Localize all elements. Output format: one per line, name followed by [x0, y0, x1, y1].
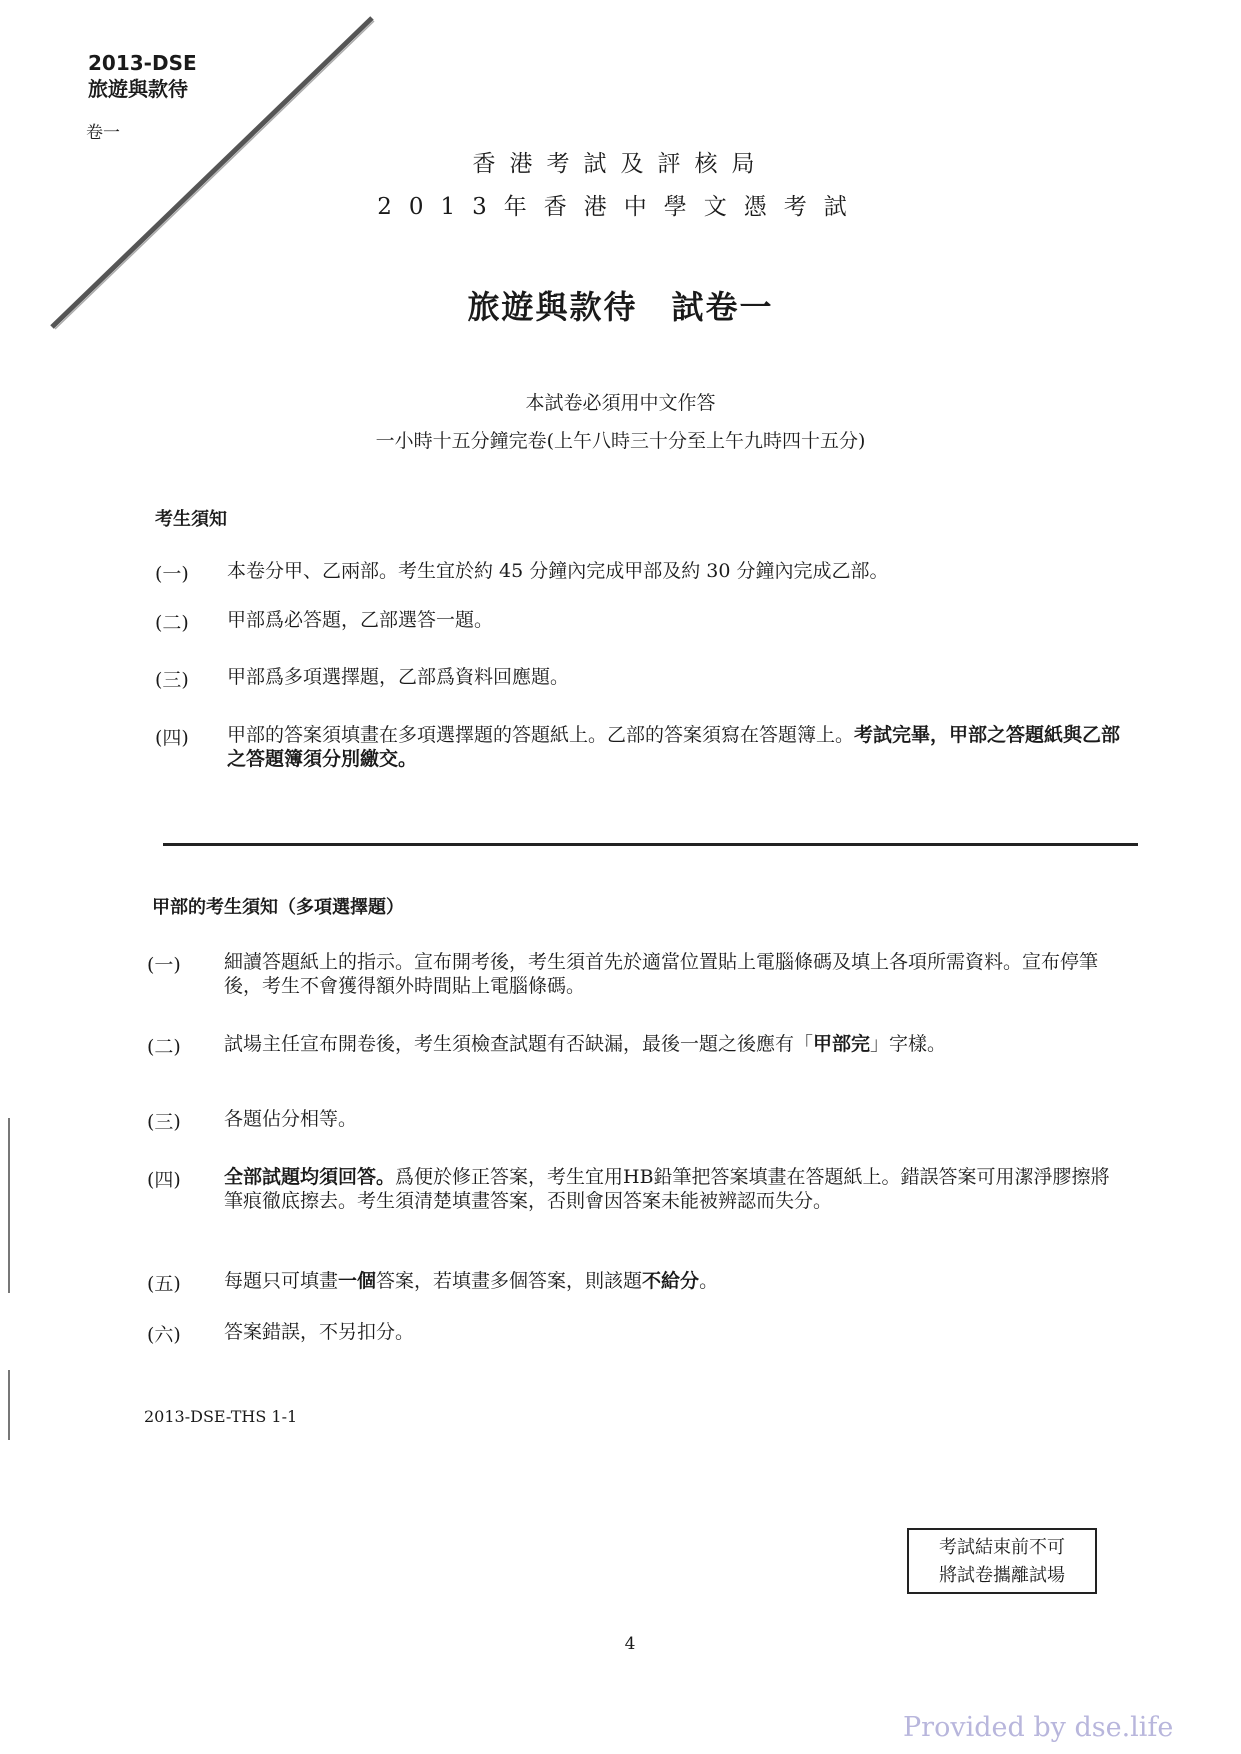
item-text: 。 — [699, 1270, 719, 1292]
item-text: 試場主任宣布開卷後，考生須檢查試題有否缺漏，最後一題之後應有「 — [224, 1033, 814, 1055]
list-item-number: (四) — [147, 1169, 181, 1191]
list-item-number: (六) — [147, 1324, 181, 1346]
paper-title: 旅遊與款待 試卷一 — [467, 288, 774, 326]
item-text-bold: 全部試題均須回答。 — [224, 1166, 396, 1188]
time-note: 一小時十五分鐘完卷(上午八時三十分至上午九時四十五分) — [375, 430, 866, 452]
section-divider — [163, 843, 1138, 846]
list-item-number: (四) — [155, 727, 189, 749]
item-text: 答案，若填畫多個答案，則該題 — [376, 1270, 643, 1292]
list-item: 本卷分甲、乙兩部。考生宜於約 45 分鐘內完成甲部及約 30 分鐘內完成乙部。 — [227, 560, 889, 582]
corner-exam-code: 2013-DSE — [88, 51, 197, 75]
list-item: 答案錯誤，不另扣分。 — [224, 1321, 415, 1343]
notice-box — [907, 1528, 1097, 1594]
list-item-number: (三) — [155, 669, 189, 691]
corner-subject: 旅遊與款待 — [88, 77, 188, 101]
item-text-bold: 不給分 — [642, 1270, 700, 1292]
section-a-heading: 甲部的考生須知（多項選擇題） — [152, 897, 404, 918]
notice-line: 考試結束前不可 — [939, 1537, 1065, 1558]
list-item — [224, 1032, 1124, 1056]
page-number: 4 — [624, 1634, 636, 1654]
scan-edge-mark — [8, 1370, 10, 1440]
watermark: Provided by dse.life — [903, 1712, 1174, 1743]
list-item — [227, 723, 1127, 771]
exam-name: 2013年香港中學文憑考試 — [377, 194, 864, 220]
item-text-bold: 甲部完 — [813, 1033, 871, 1055]
instructions-heading: 考生須知 — [155, 509, 227, 530]
list-item: 各題佔分相等。 — [224, 1108, 358, 1130]
item-text: 每題只可填畫 — [224, 1270, 339, 1292]
notice-line: 將試卷攜離試場 — [939, 1565, 1065, 1586]
item-text: 甲部的答案須填畫在多項選擇題的答題紙上。乙部的答案須寫在答題簿上。 — [227, 724, 855, 746]
list-item-number: (二) — [155, 612, 189, 634]
item-text-bold: 考試完畢，甲部之答題紙與乙部之答題簿須分別繳交。 — [227, 724, 1121, 770]
item-text-bold: 一個 — [338, 1270, 377, 1292]
corner-paper: 卷一 — [86, 123, 120, 143]
list-item-number: (一) — [147, 954, 181, 976]
item-text: 」字樣。 — [870, 1033, 947, 1055]
language-note: 本試卷必須用中文作答 — [525, 392, 716, 414]
list-item-number: (二) — [147, 1036, 181, 1058]
exam-authority: 香港考試及評核局 — [472, 151, 769, 177]
item-text: 爲便於修正答案，考生宜用HB鉛筆把答案填畫在答題紙上。錯誤答案可用潔淨膠擦將筆痕徹底擦去。考生須清楚填畫答案，否則會因答案未能被辨認而失分。 — [224, 1166, 1110, 1212]
paper-code: 2013-DSE-THS 1-1 — [144, 1407, 298, 1426]
scan-edge-mark — [8, 1118, 10, 1293]
list-item — [224, 1165, 1124, 1213]
list-item-number: (一) — [155, 563, 189, 585]
list-item: 甲部爲必答題，乙部選答一題。 — [227, 609, 494, 631]
list-item-number: (五) — [147, 1273, 181, 1295]
list-item-number: (三) — [147, 1111, 181, 1133]
list-item — [224, 1269, 1124, 1293]
list-item: 甲部爲多項選擇題，乙部爲資料回應題。 — [227, 666, 570, 688]
list-item: 細讀答題紙上的指示。宣布開考後，考生須首先於適當位置貼上電腦條碼及填上各項所需資料。宣布停筆後，考生不會獲得額外時間貼上電腦條碼。 — [224, 951, 1099, 997]
